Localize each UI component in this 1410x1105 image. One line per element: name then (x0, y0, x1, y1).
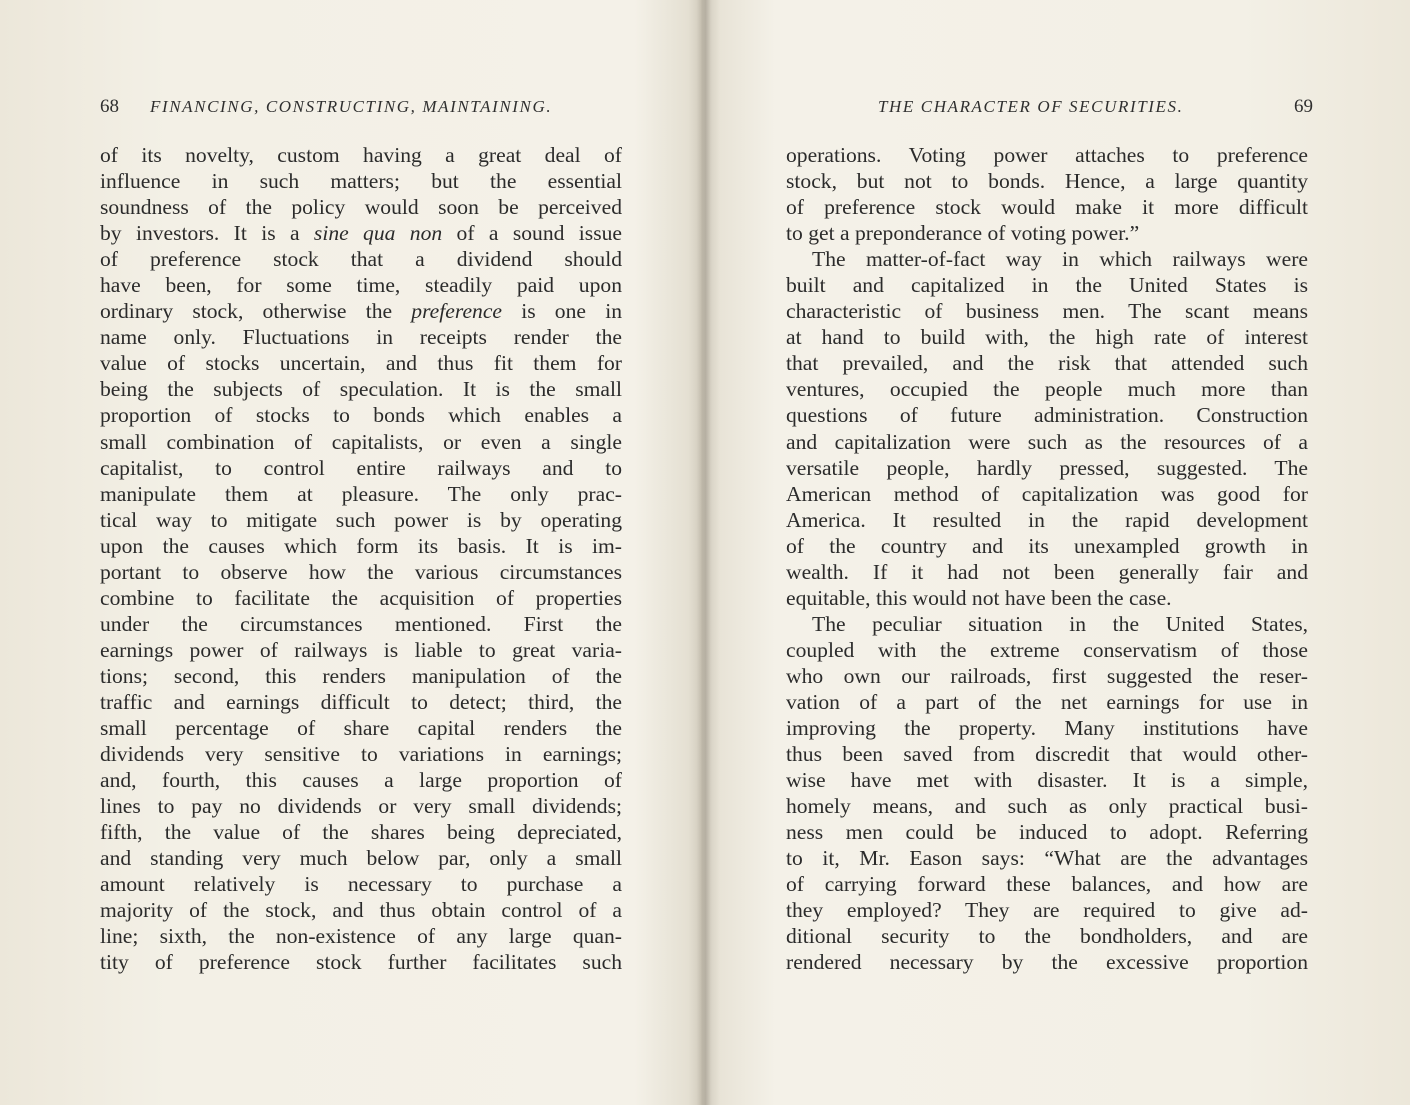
italic-phrase: preference (411, 299, 502, 324)
text-line: small percentage of share capital renders the (100, 716, 622, 741)
text-line: name only. Fluctuations in receipts render the (100, 325, 622, 350)
text-line: manipulate them at pleasure. The only prac- (100, 481, 622, 506)
text-line: tity of preference stock further facilitates such (100, 950, 622, 975)
text-line: tical way to mitigate such power is by operating (100, 507, 622, 532)
text-line: amount relatively is necessary to purchase a (100, 872, 622, 897)
text-line: of carrying forward these balances, and how are (786, 872, 1308, 897)
text-line: ness men could be induced to adopt. Referring (786, 820, 1308, 845)
text-line: and, fourth, this causes a large proportion of (100, 768, 622, 793)
text-line: built and capitalized in the United States is (786, 273, 1308, 298)
right-page-number: 69 (1294, 96, 1313, 117)
text-line: soundness of the policy would soon be perceived (100, 195, 622, 220)
text-line: American method of capitalization was good for (786, 481, 1308, 506)
right-page (710, 0, 1410, 1105)
text-line: of preference stock that a dividend should (100, 247, 622, 272)
left-running-title: FINANCING, CONSTRUCTING, MAINTAINING. (150, 97, 553, 116)
text-line: to it, Mr. Eason says: “What are the advantages (786, 846, 1308, 871)
text-line: characteristic of business men. The scant means (786, 299, 1308, 324)
text-line: at hand to build with, the high rate of interest (786, 325, 1308, 350)
text-line: questions of future administration. Construction (786, 403, 1308, 428)
text-line: thus been saved from discredit that would other- (786, 742, 1308, 767)
text-line (100, 298, 622, 324)
text-line: proportion of stocks to bonds which enables a (100, 403, 622, 428)
text-line: being the subjects of speculation. It is the small (100, 377, 622, 402)
text-line: have been, for some time, steadily paid upon (100, 273, 622, 298)
italic-phrase: sine qua non (313, 221, 443, 246)
text-line (100, 220, 622, 246)
text-line: America. It resulted in the rapid development (786, 507, 1308, 532)
text-line: The matter-of-fact way in which railways were (812, 247, 1308, 272)
text-line: and capitalization were such as the resources of a (786, 429, 1308, 454)
text-line: and standing very much below par, only a small (100, 846, 622, 871)
text-line: wealth. If it had not been generally fair and (786, 559, 1308, 584)
text-line: operations. Voting power attaches to preference (786, 143, 1308, 167)
text-line: upon the causes which form its basis. It is im- (100, 533, 622, 558)
text-line: ditional security to the bondholders, and are (786, 924, 1308, 949)
text-line: tions; second, this renders manipulation of the (100, 663, 622, 688)
text-line: ventures, occupied the people much more than (786, 377, 1308, 402)
text-line: majority of the stock, and thus obtain control of a (100, 898, 622, 923)
text-line-segment: ordinary stock, otherwise the (100, 299, 412, 324)
text-line: combine to facilitate the acquisition of properties (100, 585, 622, 610)
text-line: rendered necessary by the excessive proportion (786, 950, 1308, 975)
text-line: influence in such matters; but the essential (100, 169, 622, 194)
right-running-head (788, 96, 1313, 126)
text-line: earnings power of railways is liable to great varia- (100, 637, 622, 662)
text-line: they employed? They are required to give ad- (786, 898, 1308, 923)
text-line: versatile people, hardly pressed, suggested. The (786, 455, 1308, 480)
left-page-number: 68 (100, 96, 119, 117)
right-running-title: THE CHARACTER OF SECURITIES. (878, 97, 1184, 116)
text-line-segment: by investors. It is a (100, 221, 314, 246)
text-line: equitable, this would not have been the case. (786, 585, 1172, 610)
text-line: who own our railroads, first suggested the reser- (786, 663, 1308, 688)
text-line: coupled with the extreme conservatism of those (786, 637, 1308, 662)
text-line: of preference stock would make it more difficult (786, 195, 1308, 220)
text-line: small combination of capitalists, or even a single (100, 429, 622, 454)
text-line: that prevailed, and the risk that attended such (786, 351, 1308, 376)
text-line-segment: is one in (502, 299, 622, 324)
text-line: of the country and its unexampled growth in (786, 533, 1308, 558)
text-line: stock, but not to bonds. Hence, a large quantity (786, 169, 1308, 194)
text-line: under the circumstances mentioned. First the (100, 611, 622, 636)
text-line: to get a preponderance of voting power.” (786, 221, 1140, 246)
text-line: of its novelty, custom having a great deal of (100, 143, 622, 167)
text-line: vation of a part of the net earnings for use in (786, 689, 1308, 714)
text-line: capitalist, to control entire railways and to (100, 455, 622, 480)
text-line: wise have met with disaster. It is a simple, (786, 768, 1308, 793)
text-line-segment: of a sound issue (442, 221, 622, 246)
text-line: line; sixth, the non-existence of any large quan- (100, 924, 622, 949)
text-line: value of stocks uncertain, and thus fit them for (100, 351, 622, 376)
left-running-head (100, 96, 625, 126)
text-line: The peculiar situation in the United States, (812, 611, 1308, 636)
text-line: traffic and earnings difficult to detect; third, the (100, 689, 622, 714)
text-line: fifth, the value of the shares being depreciated, (100, 820, 622, 845)
text-line: lines to pay no dividends or very small dividends; (100, 794, 622, 819)
right-body-text (786, 142, 1308, 976)
text-line: improving the property. Many institutions have (786, 716, 1308, 741)
text-line: dividends very sensitive to variations in earnings; (100, 742, 622, 767)
left-page (0, 0, 700, 1105)
text-line: homely means, and such as only practical busi- (786, 794, 1308, 819)
left-body-text (100, 142, 622, 976)
text-line: portant to observe how the various circumstances (100, 559, 622, 584)
